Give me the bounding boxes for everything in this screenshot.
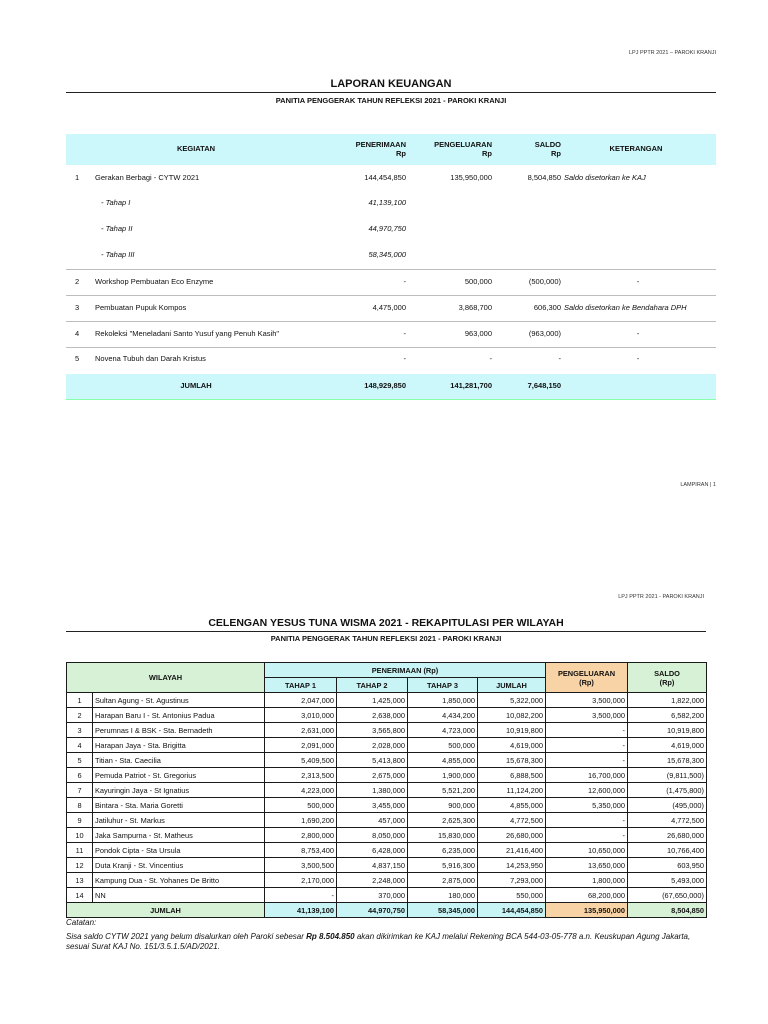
cell-saldo: 10,766,400 [628,843,707,858]
cell-t2: 8,050,000 [337,828,408,843]
row-penerimaan: - [403,277,406,286]
page1-footer: LAMPIRAN | 1 [680,482,716,488]
cell-saldo: 6,582,200 [628,708,707,723]
cell-t2: 457,000 [337,813,408,828]
table1-header [66,134,716,165]
cell-t3: 4,434,200 [408,708,478,723]
cell-jumlah: 10,919,800 [478,723,546,738]
total-pengeluaran: 141,281,700 [450,381,492,390]
cell-saldo: (1,475,800) [628,783,707,798]
page2-header: LPJ PPTR 2021 - PAROKI KRANJI [618,594,704,600]
col-pengeluaran-unit: (Rp) [579,677,594,687]
note-amount: Rp 8.504.850 [306,932,355,941]
table-row [67,693,707,708]
cell-jumlah: 10,082,200 [478,708,546,723]
table-row [67,888,707,903]
col-saldo-unit: (Rp) [659,677,675,687]
total-t3: 58,345,000 [408,903,478,918]
row-kegiatan: Workshop Pembuatan Eco Enzyme [95,277,214,286]
cell-saldo: 603,950 [628,858,707,873]
row-no: 5 [75,354,80,363]
row-no: 2 [75,277,80,286]
cell-t1: 2,170,000 [265,873,337,888]
cell-jumlah: 550,000 [478,888,546,903]
cell-saldo: (495,000) [628,798,707,813]
total-pengeluaran: 135,950,000 [546,903,628,918]
cell-t3: 5,916,300 [408,858,478,873]
row-saldo: 8,504,850 [527,173,561,182]
cell-jumlah: 11,124,200 [478,783,546,798]
cell-t3: 2,875,000 [408,873,478,888]
row-pengeluaran: - [489,354,492,363]
cell-jumlah: 7,293,000 [478,873,546,888]
rekap-table [66,662,707,918]
table-row [67,783,707,798]
cell-t3: 15,830,000 [408,828,478,843]
cell-t2: 1,380,000 [337,783,408,798]
cell-no: 5 [67,753,93,768]
cell-pengeluaran: - [546,813,628,828]
row-saldo: - [558,354,561,363]
cell-t2: 6,428,000 [337,843,408,858]
cell-saldo: 10,919,800 [628,723,707,738]
col-saldo [628,663,707,693]
row-no: 4 [75,329,80,338]
title-divider [66,92,716,93]
row-penerimaan: 58,345,000 [368,250,406,259]
row-keterangan: Saldo disetorkan ke KAJ [564,173,646,182]
cell-wilayah: Harapan Jaya - Sta. Brigitta [93,738,265,753]
row-penerimaan: - [403,329,406,338]
cell-wilayah: NN [93,888,265,903]
row-pengeluaran: 135,950,000 [450,173,492,182]
cell-t2: 2,248,000 [337,873,408,888]
col-saldo-label: SALDO [654,668,680,678]
cell-pengeluaran: 12,600,000 [546,783,628,798]
cell-wilayah: Jaka Sampurna - St. Matheus [93,828,265,843]
cell-t1: 8,753,400 [265,843,337,858]
cell-no: 2 [67,708,93,723]
col-penerimaan: PENERIMAAN (Rp) [265,663,546,678]
col-pengeluaran-label: PENGELUARAN [557,668,616,678]
cell-jumlah: 4,855,000 [478,798,546,813]
col-pengeluaran: PENGELUARAN [434,140,492,149]
cell-no: 9 [67,813,93,828]
row-kegiatan: - Tahap I [101,198,131,207]
cell-pengeluaran: 1,800,000 [546,873,628,888]
cell-pengeluaran: 5,350,000 [546,798,628,813]
col-wilayah: WILAYAH [67,663,265,693]
page2-subtitle: PANITIA PENGGERAK TAHUN REFLEKSI 2021 - PAROKI KRANJI [270,634,502,643]
cell-t2: 5,413,800 [337,753,408,768]
page1-title: LAPORAN KEUANGAN [330,78,452,90]
cell-t2: 3,455,000 [337,798,408,813]
cell-t1: 2,800,000 [265,828,337,843]
col-tahap3: TAHAP 3 [408,678,478,693]
cell-t3: 4,723,000 [408,723,478,738]
col-pengeluaran-unit: Rp [482,149,492,158]
cell-wilayah: Kampung Dua - St. Yohanes De Britto [93,873,265,888]
row-kegiatan: - Tahap II [101,224,133,233]
cell-t1: 5,409,500 [265,753,337,768]
table-row [67,798,707,813]
cell-wilayah: Pondok Cipta - Sta Ursula [93,843,265,858]
row-saldo: (963,000) [528,329,561,338]
row-no: 3 [75,303,80,312]
row-kegiatan: - Tahap III [101,250,135,259]
cell-t1: 3,010,000 [265,708,337,723]
cell-t3: 1,850,000 [408,693,478,708]
col-saldo-unit: Rp [551,149,561,158]
cell-t2: 2,028,000 [337,738,408,753]
row-divider [66,321,716,322]
table-row [67,768,707,783]
table1-total [66,374,716,400]
row-saldo: 606,300 [533,303,561,312]
total-label: JUMLAH [67,903,265,918]
table-row [67,708,707,723]
cell-no: 10 [67,828,93,843]
cell-t2: 4,837,150 [337,858,408,873]
cell-saldo: (9,811,500) [628,768,707,783]
cell-t1: 2,047,000 [265,693,337,708]
total-jumlah: 144,454,850 [478,903,546,918]
cell-no: 14 [67,888,93,903]
col-penerimaan-unit: Rp [396,149,406,158]
cell-pengeluaran: 13,650,000 [546,858,628,873]
cell-saldo: (67,650,000) [628,888,707,903]
page2-title: CELENGAN YESUS TUNA WISMA 2021 - REKAPITULASI PER WILAYAH [208,617,564,629]
cell-t3: 500,000 [408,738,478,753]
cell-jumlah: 14,253,950 [478,858,546,873]
total-t2: 44,970,750 [337,903,408,918]
cell-jumlah: 6,888,500 [478,768,546,783]
row-pengeluaran: 3,868,700 [458,303,492,312]
row-kegiatan: Novena Tubuh dan Darah Kristus [95,354,206,363]
cell-pengeluaran: - [546,738,628,753]
cell-t2: 2,638,000 [337,708,408,723]
cell-t1: 1,690,200 [265,813,337,828]
cell-t2: 1,425,000 [337,693,408,708]
rekap-body [67,693,707,903]
total-label: JUMLAH [180,381,212,390]
row-pengeluaran: 500,000 [464,277,492,286]
table-row [67,843,707,858]
row-divider [66,347,716,348]
row-saldo: (500,000) [528,277,561,286]
cell-saldo: 15,678,300 [628,753,707,768]
row-keterangan: Saldo disetorkan ke Bendahara DPH [564,303,687,312]
col-tahap1: TAHAP 1 [265,678,337,693]
row-kegiatan: Gerakan Berbagi - CYTW 2021 [95,173,200,182]
row-no: 1 [75,173,80,182]
row-kegiatan: Pembuatan Pupuk Kompos [95,303,187,312]
col-pengeluaran [546,663,628,693]
cell-wilayah: Bintara - Sta. Maria Goretti [93,798,265,813]
row-penerimaan: 41,139,100 [368,198,406,207]
row-keterangan: - [636,354,640,363]
cell-pengeluaran: - [546,753,628,768]
total-t1: 41,139,100 [265,903,337,918]
table-row [67,723,707,738]
row-kegiatan: Rekoleksi "Meneladani Santo Yusuf yang Penuh Kasih" [95,329,280,338]
note-label: Catatan: [66,918,97,927]
cell-no: 1 [67,693,93,708]
col-penerimaan: PENERIMAAN [355,140,406,149]
cell-jumlah: 5,322,000 [478,693,546,708]
table-row [67,753,707,768]
cell-t3: 5,521,200 [408,783,478,798]
table-row [67,858,707,873]
cell-pengeluaran: 3,500,000 [546,693,628,708]
total-penerimaan: 148,929,850 [364,381,406,390]
cell-t1: 3,500,500 [265,858,337,873]
cell-t3: 2,625,300 [408,813,478,828]
cell-t2: 370,000 [337,888,408,903]
cell-t1: 2,631,000 [265,723,337,738]
cell-saldo: 4,619,000 [628,738,707,753]
cell-t1: 4,223,000 [265,783,337,798]
cell-wilayah: Kayuringin Jaya - St Ignatius [93,783,265,798]
cell-wilayah: Duta Kranji - St. Vincentius [93,858,265,873]
total-saldo: 8,504,850 [628,903,707,918]
cell-t2: 2,675,000 [337,768,408,783]
cell-t3: 4,855,000 [408,753,478,768]
cell-wilayah: Jatiluhur - St. Markus [93,813,265,828]
cell-saldo: 4,772,500 [628,813,707,828]
cell-wilayah: Pemuda Patriot - St. Gregorius [93,768,265,783]
cell-jumlah: 21,416,400 [478,843,546,858]
cell-jumlah: 4,619,000 [478,738,546,753]
cell-no: 3 [67,723,93,738]
cell-wilayah: Harapan Baru I - St. Antonius Padua [93,708,265,723]
cell-t1: - [265,888,337,903]
cell-t1: 2,313,500 [265,768,337,783]
col-tahap2: TAHAP 2 [337,678,408,693]
row-penerimaan: 4,475,000 [372,303,406,312]
cell-t1: 2,091,000 [265,738,337,753]
cell-t1: 500,000 [265,798,337,813]
cell-t2: 3,565,800 [337,723,408,738]
note-text [66,932,706,952]
cell-no: 12 [67,858,93,873]
cell-jumlah: 26,680,000 [478,828,546,843]
cell-no: 11 [67,843,93,858]
page1-header: LPJ PPTR 2021 – PAROKI KRANJI [628,50,716,56]
cell-pengeluaran: 16,700,000 [546,768,628,783]
cell-pengeluaran: 3,500,000 [546,708,628,723]
cell-wilayah: Sultan Agung - St. Agustinus [93,693,265,708]
row-divider [66,295,716,296]
cell-no: 13 [67,873,93,888]
cell-pengeluaran: 68,200,000 [546,888,628,903]
col-saldo: SALDO [534,140,561,149]
row-divider [66,269,716,270]
cell-saldo: 5,493,000 [628,873,707,888]
table-row [67,813,707,828]
cell-t3: 6,235,000 [408,843,478,858]
cell-pengeluaran: - [546,723,628,738]
row-penerimaan: 44,970,750 [368,224,406,233]
cell-t3: 900,000 [408,798,478,813]
table-row [67,828,707,843]
cell-no: 7 [67,783,93,798]
row-keterangan: - [636,277,640,286]
col-kegiatan: KEGIATAN [176,144,216,153]
cell-jumlah: 4,772,500 [478,813,546,828]
note-part2: akan dikirimkan ke KAJ melalui Rekening BCA 544-03-05-778 a.n. Keuskupan Agung Jakarta, sesuai Surat KAJ No. 151/3.5.1.5/AD/2021. [66,932,691,951]
cell-saldo: 26,680,000 [628,828,707,843]
table-row [67,738,707,753]
row-penerimaan: 144,454,850 [364,173,406,182]
cell-jumlah: 15,678,300 [478,753,546,768]
cell-pengeluaran: 10,650,000 [546,843,628,858]
cell-wilayah: Titian - Sta. Caecilia [93,753,265,768]
row-penerimaan: - [403,354,406,363]
cell-pengeluaran: - [546,828,628,843]
cell-saldo: 1,822,000 [628,693,707,708]
cell-wilayah: Perumnas I & BSK - Sta. Bernadeth [93,723,265,738]
cell-t3: 1,900,000 [408,768,478,783]
row-keterangan: - [636,329,640,338]
total-saldo: 7,648,150 [527,381,561,390]
table-row [67,873,707,888]
cell-no: 6 [67,768,93,783]
col-jumlah: JUMLAH [478,678,546,693]
cell-no: 4 [67,738,93,753]
cell-t3: 180,000 [408,888,478,903]
page1-subtitle: PANITIA PENGGERAK TAHUN REFLEKSI 2021 - PAROKI KRANJI [275,96,507,105]
row-pengeluaran: 963,000 [464,329,492,338]
cell-no: 8 [67,798,93,813]
title-divider [66,631,706,632]
col-keterangan: KETERANGAN [609,144,663,153]
note-part1: Sisa saldo CYTW 2021 yang belum disalurkan oleh Paroki sebesar [66,932,307,941]
total-row [67,903,707,918]
